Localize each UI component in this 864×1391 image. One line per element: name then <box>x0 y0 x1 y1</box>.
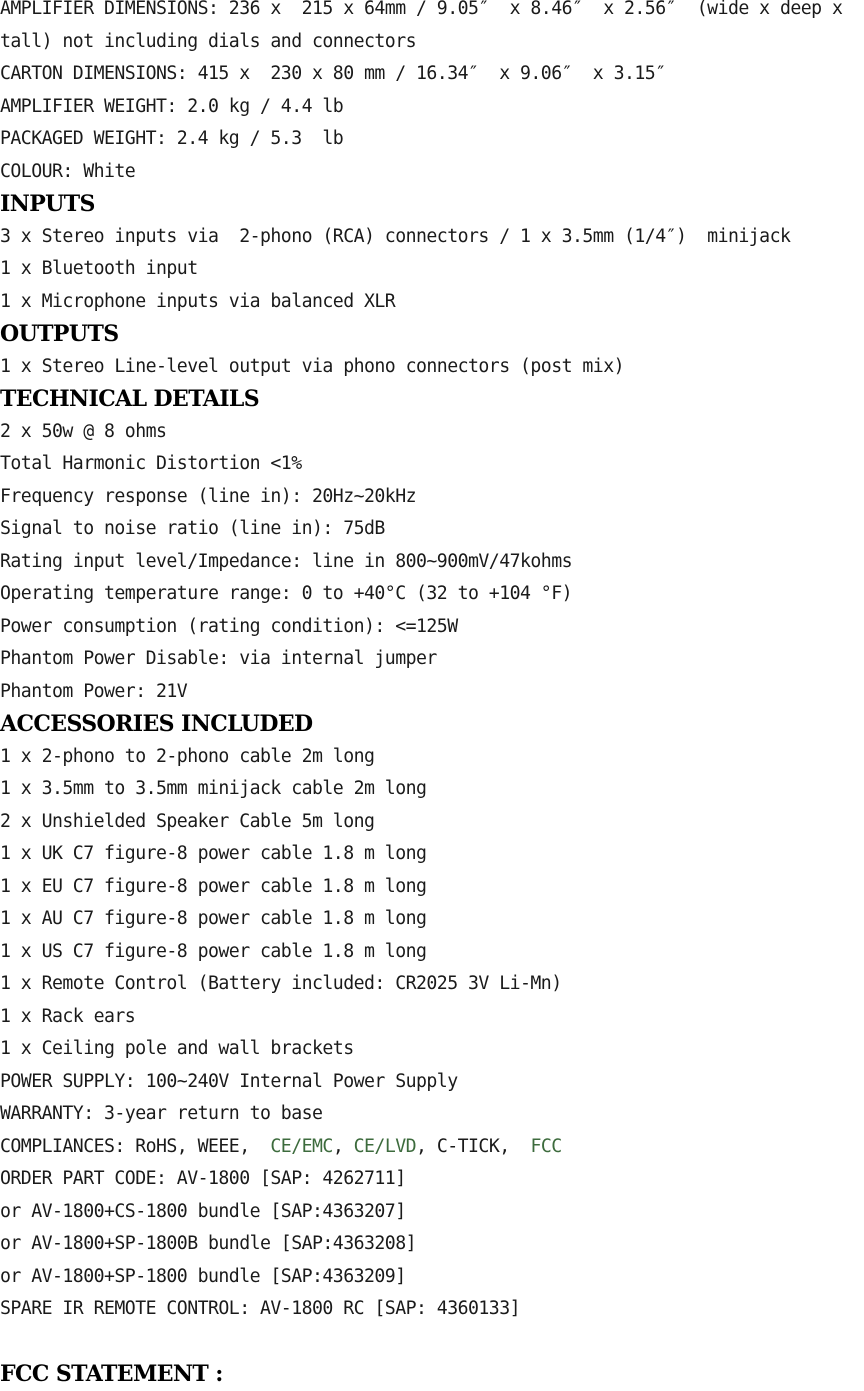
spec-line: or AV-1800+CS-1800 bundle [SAP:4363207] <box>0 1200 406 1222</box>
spec-line: COLOUR: White <box>0 160 136 182</box>
spec-line: Rating input level/Impedance: line in 800~900mV/47kohms <box>0 550 572 572</box>
section-heading: FCC STATEMENT : <box>0 1361 223 1387</box>
spec-line: 1 x Remote Control (Battery included: CR2025 3V Li-Mn) <box>0 973 562 994</box>
spec-line: 1 x Bluetooth input <box>0 258 198 279</box>
section-heading: TECHNICAL DETAILS <box>0 386 260 412</box>
compliance-link[interactable]: CE/EMC <box>270 1135 333 1157</box>
spec-line: AMPLIFIER DIMENSIONS: 236 x 215 x 64mm / 9.05″ x 8.46″ x 2.56″ (wide x deep x <box>0 0 843 19</box>
section-heading: OUTPUTS <box>0 321 119 347</box>
spec-line: Signal to noise ratio (line in): 75dB <box>0 518 385 539</box>
spec-line: CARTON DIMENSIONS: 415 x 230 x 80 mm / 16.34″ x 9.06″ x 3.15″ <box>0 63 666 84</box>
spec-line: 1 x Rack ears <box>0 1005 136 1027</box>
spec-line: 1 x US C7 figure-8 power cable 1.8 m long <box>0 940 427 962</box>
spec-line: 1 x Stereo Line-level output via phono connectors (post mix) <box>0 355 624 377</box>
spec-line: Power consumption (rating condition): <=125W <box>0 615 458 637</box>
spec-line: AMPLIFIER WEIGHT: 2.0 kg / 4.4 lb <box>0 95 344 117</box>
spec-line: Total Harmonic Distortion <1% <box>0 453 302 474</box>
spec-line: tall) not including dials and connectors <box>0 30 416 52</box>
compliance-text: , C-TICK, <box>416 1135 531 1157</box>
spec-line: Operating temperature range: 0 to +40°C (32 to +104 °F) <box>0 583 572 604</box>
spec-line: ORDER PART CODE: AV-1800 [SAP: 4262711] <box>0 1168 406 1189</box>
spec-line: Frequency response (line in): 20Hz~20kHz <box>0 485 416 507</box>
compliance-link[interactable]: CE/LVD <box>353 1135 417 1157</box>
section-heading: ACCESSORIES INCLUDED <box>0 711 313 737</box>
compliance-text: COMPLIANCES: RoHS, WEEE, <box>0 1135 271 1157</box>
spec-line: or AV-1800+SP-1800 bundle [SAP:4363209] <box>0 1265 406 1287</box>
spec-line: 2 x Unshielded Speaker Cable 5m long <box>0 810 375 832</box>
spec-line: 1 x UK C7 figure-8 power cable 1.8 m long <box>0 843 427 864</box>
spec-line: or AV-1800+SP-1800B bundle [SAP:4363208] <box>0 1233 416 1254</box>
spec-line: 1 x AU C7 figure-8 power cable 1.8 m long <box>0 908 427 929</box>
spec-line: 3 x Stereo inputs via 2-phono (RCA) connectors / 1 x 3.5mm (1/4″) minijack <box>0 225 791 247</box>
spec-line: 1 x 3.5mm to 3.5mm minijack cable 2m long <box>0 778 427 799</box>
spec-line: WARRANTY: 3-year return to base <box>0 1103 323 1124</box>
spec-line: SPARE IR REMOTE CONTROL: AV-1800 RC [SAP: 4360133] <box>0 1298 520 1319</box>
spec-line: PACKAGED WEIGHT: 2.4 kg / 5.3 lb <box>0 128 344 149</box>
spec-line: 1 x Microphone inputs via balanced XLR <box>0 290 396 312</box>
spec-line: 1 x 2-phono to 2-phono cable 2m long <box>0 745 375 767</box>
spec-line: 2 x 50w @ 8 ohms <box>0 420 167 442</box>
compliances-line <box>0 1131 864 1164</box>
spec-line: Phantom Power: 21V <box>0 680 188 702</box>
compliance-link[interactable]: FCC <box>530 1135 562 1157</box>
spec-line: Phantom Power Disable: via internal jumper <box>0 648 437 669</box>
spec-line: POWER SUPPLY: 100~240V Internal Power Supply <box>0 1070 458 1092</box>
blank-line <box>0 1326 864 1359</box>
section-heading: INPUTS <box>0 191 95 217</box>
spec-line: 1 x Ceiling pole and wall brackets <box>0 1038 354 1059</box>
compliance-text: , <box>332 1135 354 1157</box>
spec-line: 1 x EU C7 figure-8 power cable 1.8 m long <box>0 875 427 897</box>
